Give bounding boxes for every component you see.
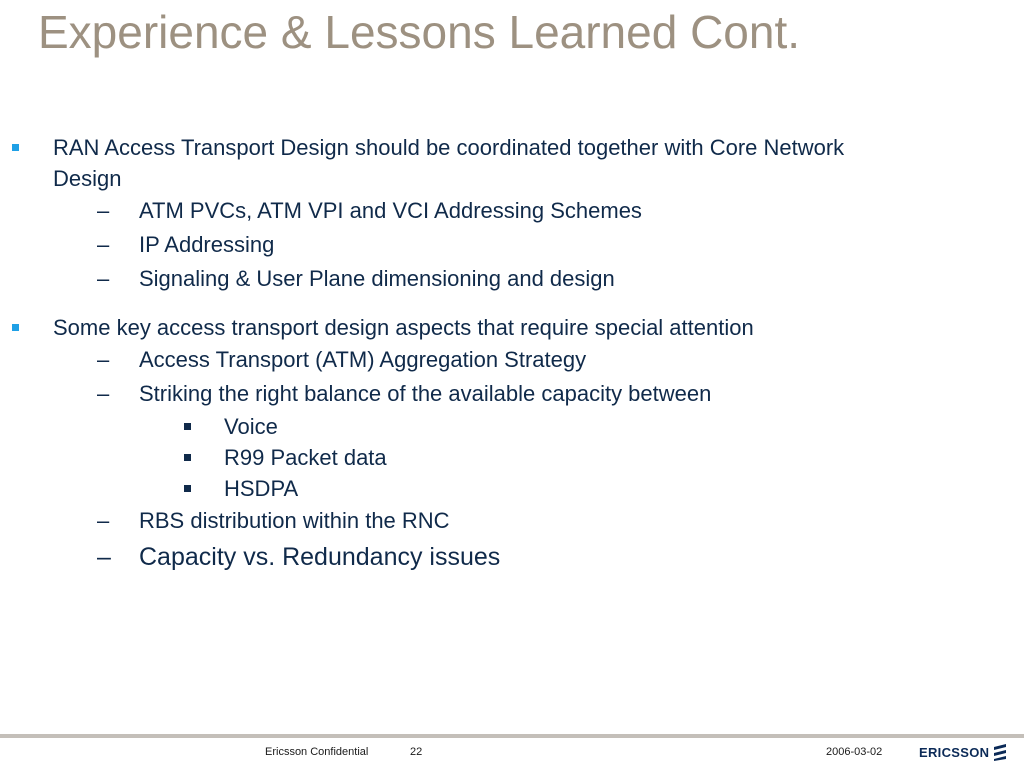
dash-icon: –: [97, 198, 110, 223]
square-bullet-icon: [184, 454, 191, 461]
sub-bullet-text: Signaling & User Plane dimensioning and design: [139, 266, 615, 291]
bullet-item: [0, 312, 893, 343]
sub-bullet-item: [0, 343, 1024, 377]
dash-icon: –: [97, 381, 110, 406]
sub-bullet-item: [0, 377, 1024, 411]
ericsson-logo-icon: [993, 743, 1007, 761]
footer-confidential: Ericsson Confidential: [265, 746, 369, 758]
footer-divider: [0, 734, 1024, 738]
bullet-item: [0, 132, 893, 194]
sub-bullet-text: IP Addressing: [139, 232, 275, 257]
sub-bullet-item: [0, 194, 1024, 228]
square-bullet-icon: [184, 423, 191, 430]
sub-sub-bullet-item: [0, 442, 1024, 473]
sub-bullet-text: Access Transport (ATM) Aggregation Strategy: [139, 347, 587, 372]
sub-sub-bullet-item: [0, 473, 1024, 504]
square-bullet-icon: [184, 485, 191, 492]
footer-page-number: 22: [410, 746, 423, 758]
dash-icon: –: [97, 347, 110, 372]
dash-icon: –: [97, 508, 110, 533]
sub-sub-bullet-item: [0, 411, 1024, 442]
sub-bullet-text: Striking the right balance of the available capacity between: [139, 381, 712, 406]
sub-bullet-text: ATM PVCs, ATM VPI and VCI Addressing Schemes: [139, 198, 642, 223]
slide-title: Experience & Lessons Learned Cont.: [38, 6, 801, 58]
sub-bullet-item: [0, 262, 1024, 296]
square-bullet-icon: [12, 324, 19, 331]
dash-icon: –: [97, 543, 111, 571]
square-bullet-icon: [12, 144, 19, 151]
dash-icon: –: [97, 232, 110, 257]
sub-sub-bullet-text: R99 Packet data: [224, 445, 387, 470]
sub-sub-bullet-text: Voice: [224, 414, 278, 439]
footer-date: 2006-03-02: [826, 746, 883, 758]
sub-bullet-text: Capacity vs. Redundancy issues: [139, 543, 501, 571]
sub-sub-bullet-text: HSDPA: [224, 476, 299, 501]
sub-bullet-item: [0, 538, 1024, 576]
sub-bullet-item: [0, 228, 1024, 262]
bullet-text: RAN Access Transport Design should be coordinated together with Core Network Design: [53, 135, 845, 191]
bullet-text: Some key access transport design aspects that require special attention: [53, 315, 754, 340]
sub-bullet-text: RBS distribution within the RNC: [139, 508, 450, 533]
dash-icon: –: [97, 266, 110, 291]
logo-text: ERICSSON: [919, 744, 990, 760]
ericsson-logo: [919, 742, 1007, 762]
slide-content: [0, 132, 1024, 576]
sub-bullet-item: [0, 504, 1024, 538]
